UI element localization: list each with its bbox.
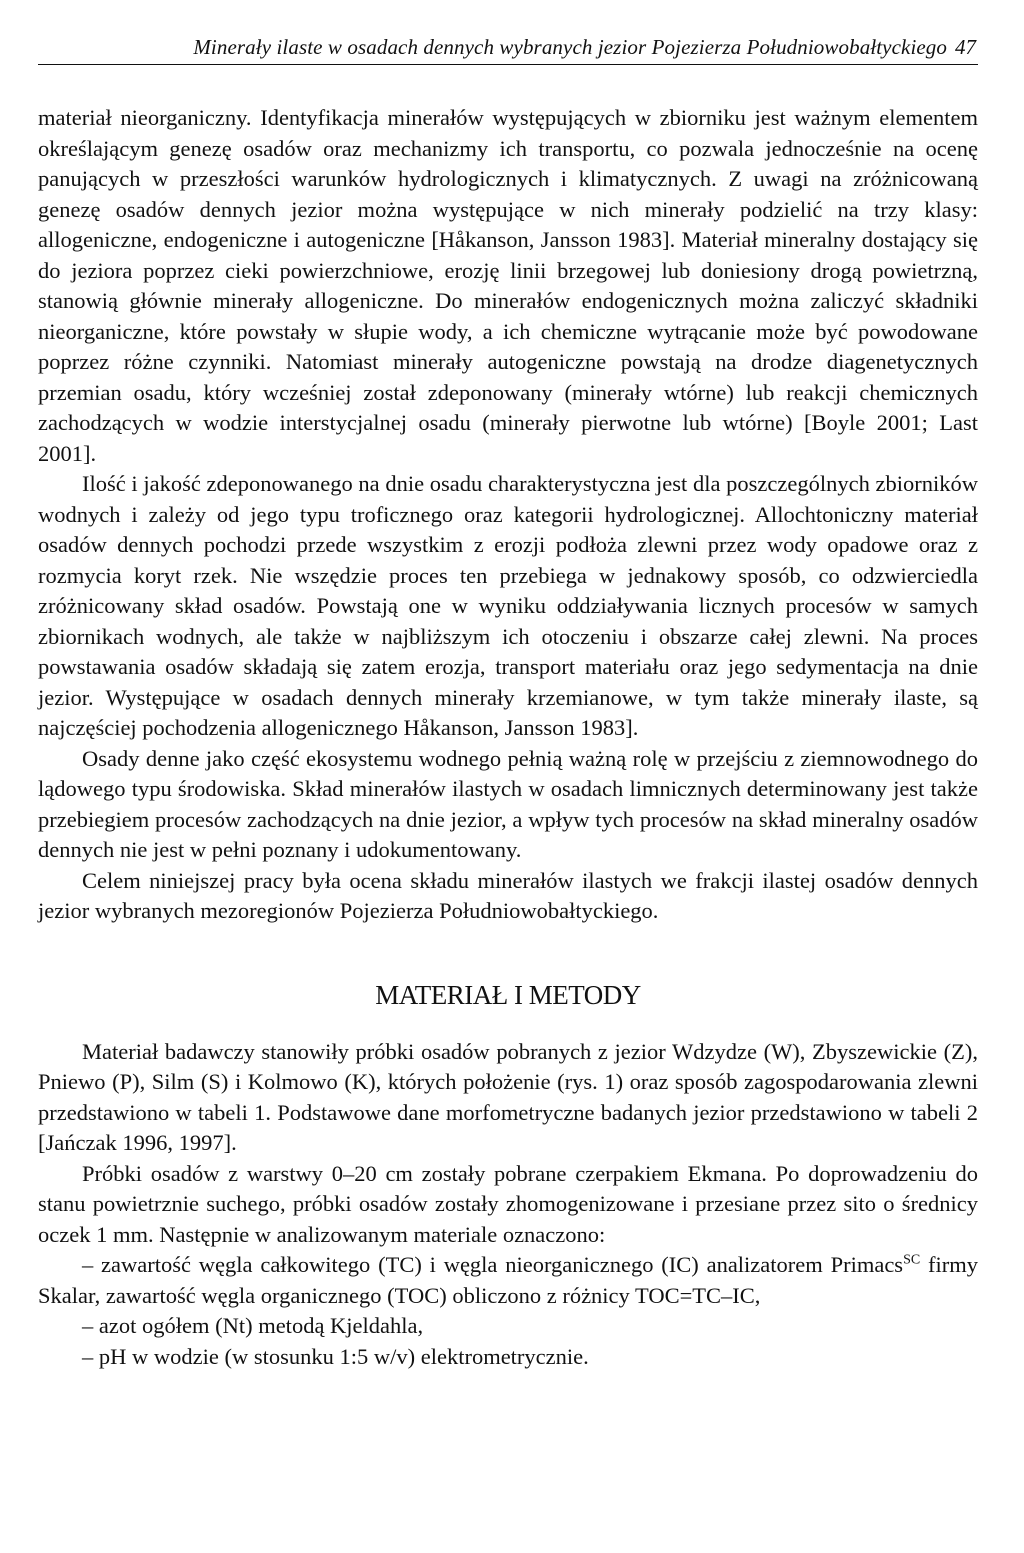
method-list-item-3: – pH w wodzie (w stosunku 1:5 w/v) elektrometrycznie.: [82, 1343, 589, 1369]
running-header: [38, 34, 978, 65]
paragraph-1: materiał nieorganiczny. Identyfikacja minerałów występujących w zbiorniku jest ważnym elementem określającym genezę osadów oraz mechanizmy ich transportu, co pozwala jednocześnie na ocenę panujących w przeszłości warunków hydrologicznych i klimatycznych. Z uwagi na zróżnicowaną genezę osadów dennych jezior można występujące w nich minerały podzielić na trzy klasy: allogeniczne, endogeniczne i autogeniczne [Håkanson, Jansson 1983]. Materiał mineralny dostający się do jeziora poprzez cieki powierzchniowe, erozję linii brzegowej lub doniesiony drogą powietrzną, stanowią głównie minerały allogeniczne. Do minerałów endogenicznych można zaliczyć składniki nieorganiczne, które powstały w słupie wody, a ich chemiczne wytrącanie może być powodowane poprzez różne czynniki. Natomiast minerały autogeniczne powstają na drodze diagenetycznych przemian osadu, który wcześniej został zdeponowany (minerały wtórne) lub reakcji chemicznych zachodzących w wodzie interstycjalnej osadu (minerały pierwotne lub wtórne) [Boyle 2001; Last 2001].: [38, 105, 978, 466]
method-list-item-1-text-cont: firmy Skalar, zawartość węgla organicznego (TOC) obliczono z różnicy TOC=TC–IC,: [38, 1252, 978, 1308]
superscript-sc: SC: [903, 1252, 921, 1268]
page-number: 47: [955, 35, 976, 59]
method-list-item-1-text: – zawartość węgla całkowitego (TC) i węgla nieorganicznego (IC) analizatorem Primacs: [82, 1252, 904, 1277]
methods-paragraph-2: Próbki osadów z warstwy 0–20 cm zostały pobrane czerpakiem Ekmana. Po doprowadzeniu do stanu powietrznie suchego, próbki osadów zostały zhomogenizowane i przesiane przez sito o średnicy oczek 1 mm. Następnie w analizowanym materiale oznaczono:: [38, 1160, 978, 1247]
methods-paragraph-1: Materiał badawczy stanowiły próbki osadów pobranych z jezior Wdzydze (W), Zbyszewickie (Z), Pniewo (P), Silm (S) i Kolmowo (K), których położenie (rys. 1) oraz sposób zagospodarowania zlewni przedstawiono w tabeli 1. Podstawowe dane morfometryczne badanych jezior przedstawiono w tabeli 2 [Jańczak 1996, 1997].: [38, 1038, 978, 1155]
paragraph-4: Celem niniejszej pracy była ocena składu minerałów ilastych we frakcji ilastej osadów dennych jezior wybranych mezoregionów Pojezierza Południowobałtyckiego.: [38, 867, 978, 923]
method-list-item-2: – azot ogółem (Nt) metodą Kjeldahla,: [82, 1313, 424, 1338]
paragraph-3: Osady denne jako część ekosystemu wodnego pełnią ważną rolę w przejściu z ziemnowodnego do lądowego typu środowiska. Skład minerałów ilastych w osadach limnicznych determinowany jest także przebiegiem procesów zachodzących na dnie jezior, a wpływ tych procesów na skład mineralny osadów dennych nie jest w pełni poznany i udokumentowany.: [38, 745, 978, 862]
section-heading: MATERIAŁ I METODY: [375, 979, 641, 1010]
paragraph-2: Ilość i jakość zdeponowanego na dnie osadu charakterystyczna jest dla poszczególnych zbiorników wodnych i zależy od jego typu troficznego oraz kategorii hydrologicznej. Allochtoniczny materiał osadów dennych pochodzi przede wszystkim z erozji podłoża zlewni przez wody opadowe oraz z rozmycia koryt rzek. Nie wszędzie proces ten przebiega w jednakowy sposób, co odzwierciedla zróżnicowany skład osadów. Powstają one w wyniku oddziaływania licznych procesów w samych zbiornikach wodnych, ale także w najbliższym ich otoczeniu i obszarze całej zlewni. Na proces powstawania osadów składają się zatem erozja, transport materiału oraz jego sedymentacja na dnie jezior. Występujące w osadach dennych minerały krzemianowe, w tym także minerały ilaste, są najczęściej pochodzenia allogenicznego Håkanson, Jansson 1983].: [38, 471, 978, 740]
running-header-title: Minerały ilaste w osadach dennych wybranych jezior Pojezierza Południowobałtyckiego: [193, 35, 947, 59]
article-body: [38, 103, 978, 1372]
page: [38, 0, 978, 1372]
method-list-item-1: [38, 1250, 978, 1311]
